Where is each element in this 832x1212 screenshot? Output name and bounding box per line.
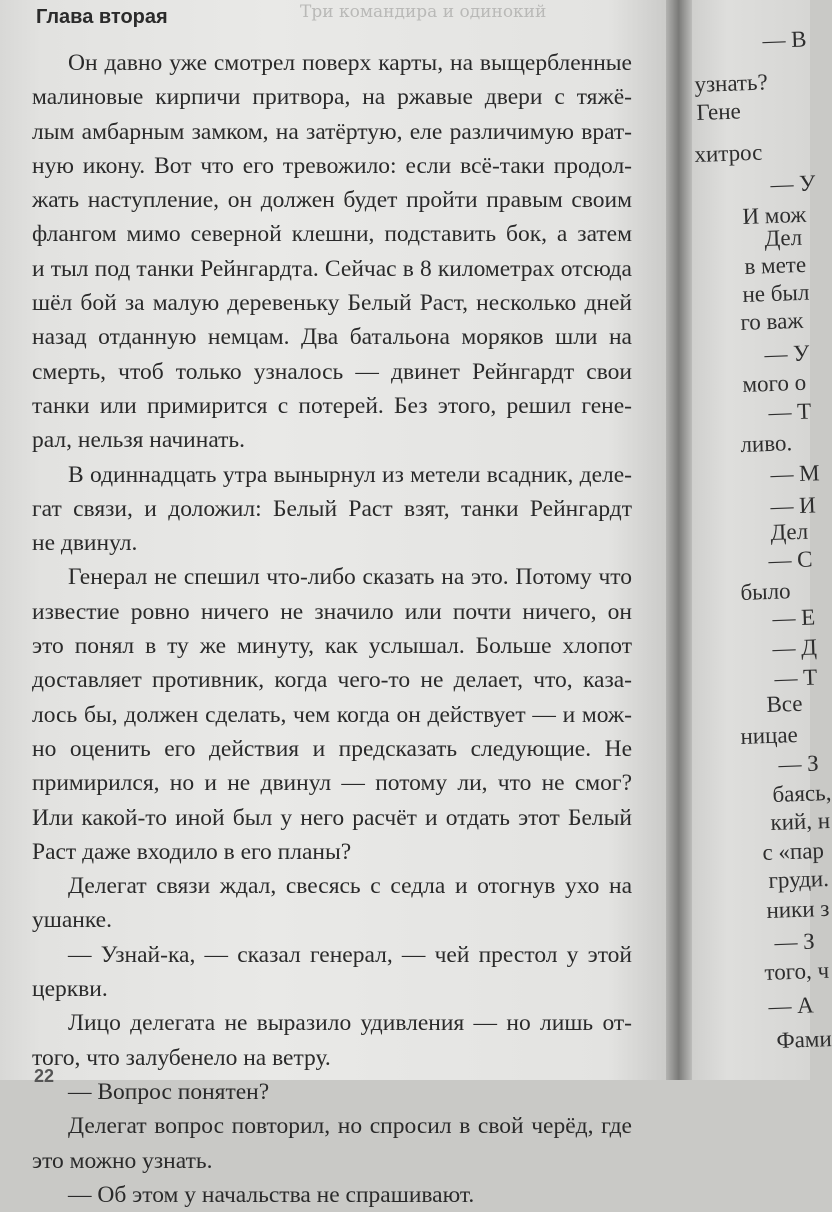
right-page-line: груди.: [768, 865, 830, 893]
text-line: В одиннадцать утра вынырнул из метели всадник, деле-: [68, 461, 632, 488]
right-page-line: ники з: [766, 895, 830, 923]
right-page-line: хитрос: [694, 139, 763, 167]
text-line: Делегат связи ждал, свесясь с седла и отогнув ухо на: [68, 873, 632, 900]
text-line: примирился, но и не двинул — потому ли, что не смог?: [32, 770, 632, 797]
page-number: 22: [34, 1066, 55, 1086]
right-page-line: — А: [768, 992, 815, 1019]
text-line: Лицо делегата не выразило удивления — но лишь от-: [68, 1010, 632, 1037]
text-line: но оценить его действия и предсказать следующие. Не: [32, 735, 632, 762]
text-line: того, что залубенело на ветру.: [32, 1044, 331, 1071]
text-line: известие ровно ничего не значило или почти ничего, он: [32, 598, 632, 625]
bleed-through-header: Три командира и одинокий: [300, 2, 547, 22]
right-page-line: — Е: [772, 604, 816, 631]
text-line: церкви.: [32, 976, 108, 1003]
text-line: малиновые кирпичи притвора, на ржавые двери с тяжё-: [32, 84, 632, 111]
right-page-line: — Т: [768, 398, 812, 425]
text-line: жать наступление, он должен будет пройти правым своим: [32, 187, 632, 214]
right-page-line: кий, н: [770, 807, 831, 835]
text-line: флангом мимо северной клешни, подставить бок, а затем: [32, 221, 632, 248]
right-page-line: мого о: [742, 369, 807, 397]
right-page-line: го важ: [740, 307, 804, 335]
right-page-line: — В: [762, 26, 807, 53]
text-line: гат связи, и доложил: Белый Раст взят, танки Рейнгардт: [32, 495, 632, 522]
text-line: ную икону. Вот что его тревожило: если всё-таки продол-: [32, 152, 632, 179]
text-line: танки или примирится с потерей. Без этого, решил гене-: [32, 392, 632, 419]
text-line: Он давно уже смотрел поверх карты, на выщербленные: [68, 50, 632, 76]
right-page-line: — С: [768, 546, 813, 573]
right-page: [692, 0, 832, 1080]
right-page-line: Гене: [696, 98, 742, 125]
right-page-line: было: [740, 578, 791, 605]
right-page-line: — У: [764, 340, 810, 367]
text-line: смерть, чтоб только узналось — двинет Рейнгардт свои: [32, 358, 632, 385]
right-page-line: ливо.: [740, 430, 793, 457]
text-line: рал, нельзя начинать.: [32, 427, 246, 454]
right-page-line: — Т: [774, 664, 818, 691]
right-page-line: с «пар: [762, 837, 825, 865]
text-line: назад отданную немцам. Два батальона моряков шли на: [32, 324, 632, 351]
book-gutter: [666, 0, 694, 1080]
text-line: — Узнай-ка, — сказал генерал, — чей престол у этой: [68, 941, 632, 968]
right-page-line: — З: [774, 928, 816, 955]
text-line: ушанке.: [32, 907, 112, 934]
right-page-line: — И: [770, 492, 817, 519]
text-line: доставляет противник, когда чего-то не делает, что, каза-: [32, 667, 632, 694]
text-line: Генерал не спешил что-либо сказать на это. Потому что: [68, 564, 632, 591]
right-page-line: ницае: [740, 721, 799, 749]
text-line: лым амбарным замком, на затёртую, еле различимую врат-: [32, 118, 632, 145]
text-line: это можно узнать.: [32, 1147, 213, 1174]
text-line: — Вопрос понятен?: [68, 1078, 270, 1105]
text-line: это понял в ту же минуту, как услышал. Больше хлопот: [32, 633, 632, 660]
right-page-line: узнать?: [694, 69, 769, 97]
right-page-line: — М: [770, 460, 821, 487]
right-page-line: Дел: [770, 518, 809, 545]
body-text: [32, 46, 632, 1212]
text-line: — Об этом у начальства не спрашивают.: [68, 1181, 475, 1208]
running-head: Глава вторая: [36, 6, 168, 28]
right-page-line: И мож: [742, 201, 807, 229]
text-line: шёл бой за малую деревеньку Белый Раст, несколько дней: [32, 290, 632, 317]
right-page-line: — З: [778, 750, 820, 777]
right-page-line: того, ч: [764, 957, 830, 985]
right-page-line: Дел: [764, 224, 803, 251]
right-page-line: — Д: [772, 634, 818, 661]
right-page-line: Все: [766, 690, 803, 717]
text-line: Раст даже входило в его планы?: [32, 838, 352, 865]
text-line: Или какой-то иной был у него расчёт и отдать этот Белый: [32, 804, 632, 831]
text-line: лось бы, должен сделать, чем когда он действует — и мож-: [32, 701, 632, 728]
right-page-line: Фами: [776, 1026, 832, 1053]
right-page-line: не был: [742, 279, 810, 307]
right-page-line: баясь,: [772, 779, 832, 807]
text-line: не двинул.: [32, 530, 138, 557]
right-page-line: в мете: [744, 251, 807, 279]
text-line: и тыл под танки Рейнгардта. Сейчас в 8 километрах отсюда: [32, 255, 632, 282]
right-page-line: — У: [770, 170, 816, 197]
text-line: Делегат вопрос повторил, но спросил в свой черёд, где: [68, 1113, 632, 1140]
